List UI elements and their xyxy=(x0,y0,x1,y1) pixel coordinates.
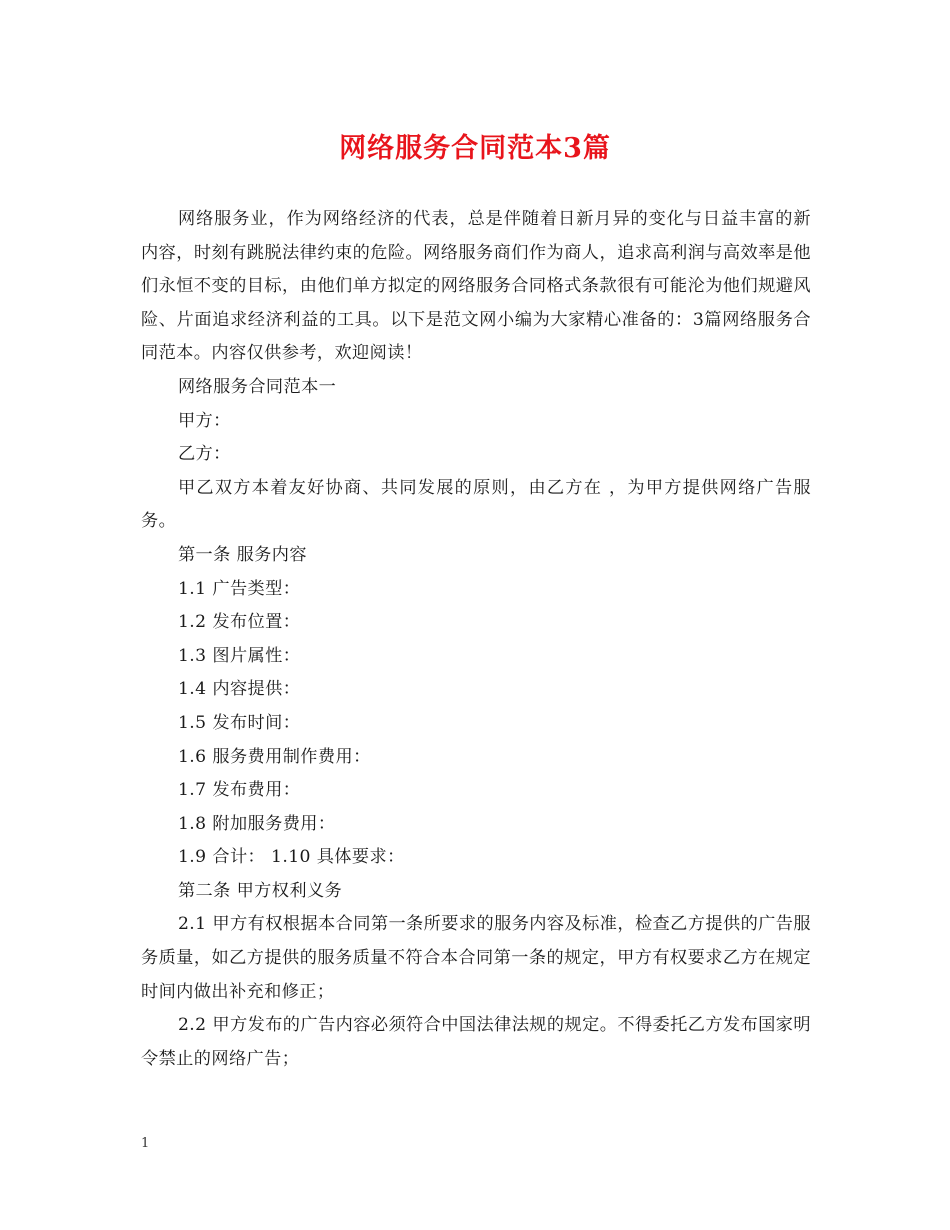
page-number: 1 xyxy=(141,1136,150,1151)
preamble-paragraph: 甲乙双方本着友好协商、共同发展的原则，由乙方在 ，为甲方提供网络广告服务。 xyxy=(141,477,811,532)
clause-line: 1.1 广告类型： xyxy=(177,578,301,599)
intro-paragraph: 网络服务业，作为网络经济的代表，总是伴随着日新月异的变化与日益丰富的新内容，时刻有跳脱法律约束的危险。网络服务商们作为商人，追求高利润与高效率是他们永恒不变的目标，由他们单方拟定的网络服务合同格式条款很有可能沦为他们规避风险、片面追求经济利益的工具。以下是范文网小编为大家精心准备的：3篇网络服务合同范本。内容仅供参考，欢迎阅读！ xyxy=(141,209,811,364)
clause-line: 1.3 图片属性： xyxy=(177,645,301,666)
clause-paragraph: 2.2 甲方发布的广告内容必须符合中国法律法规的规定。不得委托乙方发布国家明令禁止的网络广告； xyxy=(141,1015,811,1069)
clause-paragraph: 2.1 甲方有权根据本合同第一条所要求的服务内容及标准，检查乙方提供的广告服务质量，如乙方提供的服务质量不符合本合同第一条的规定，甲方有权要求乙方在规定时间内做出补充和修正； xyxy=(141,914,811,1002)
article-heading: 第二条 甲方权利义务 xyxy=(177,880,343,901)
clause-line: 1.9 合计： 1.10 具体要求： xyxy=(177,847,405,868)
section-heading: 网络服务合同范本一 xyxy=(177,376,337,397)
clause-line: 1.7 发布费用： xyxy=(177,780,301,801)
clause-line: 1.2 发布位置： xyxy=(177,612,301,633)
clause-line: 1.8 附加服务费用： xyxy=(177,813,336,834)
clause-line: 1.5 发布时间： xyxy=(177,712,301,733)
clause-line: 1.6 服务费用制作费用： xyxy=(177,746,371,767)
clause-line: 1.4 内容提供： xyxy=(177,679,301,700)
document-body xyxy=(141,203,811,1076)
party-b-line: 乙方： xyxy=(177,444,231,465)
article-heading: 第一条 服务内容 xyxy=(177,544,307,565)
document-title: 网络服务合同范本3篇 xyxy=(339,133,611,164)
party-a-line: 甲方： xyxy=(177,410,231,431)
